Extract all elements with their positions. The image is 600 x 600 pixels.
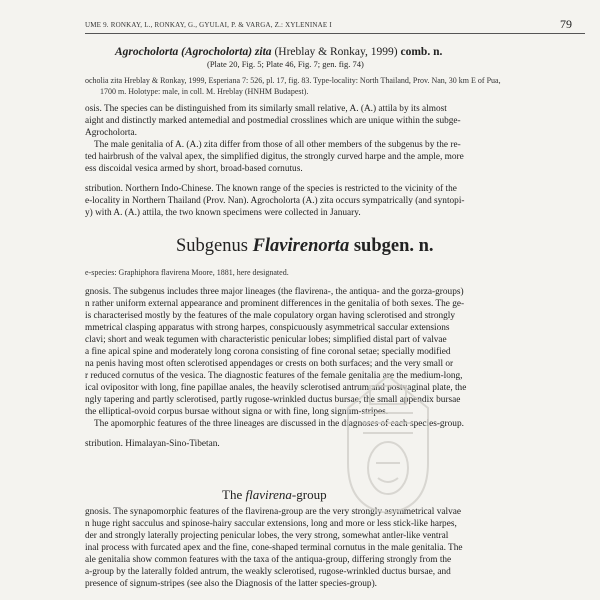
watermark-icon bbox=[318, 368, 458, 518]
plate-reference: (Plate 20, Fig. 5; Plate 46, Fig. 7; gen. fig. 74) bbox=[207, 59, 364, 69]
diagnosis-line: osis. The species can be distinguished from its similarly small relative, A. (A.) attila by its almost bbox=[85, 104, 447, 114]
distribution-line: e-locality in Northern Thailand (Prov. Nan). Agrocholorta (A.) zita occurs sympatrically (and syntopi- bbox=[85, 196, 465, 206]
subgenus-diagnosis-line: clavi; short and weak tegumen with characteristic penicular lobes; simplified distal part of valvae bbox=[85, 335, 447, 345]
group-diagnosis-line: n huge right sacculus and spinose-hairy saccular extensions, long and more or less stick-like harpes, bbox=[85, 519, 457, 529]
group-heading bbox=[222, 487, 327, 503]
group-diagnosis-line: ale genitalia show common features with the taxa of the antiqua-group, differing strongly from the bbox=[85, 555, 452, 565]
distribution-line: stribution. Northern Indo-Chinese. The known range of the species is restricted to the vicinity of the bbox=[85, 184, 457, 194]
species-name: Agrocholorta (Agrocholorta) zita bbox=[115, 46, 272, 58]
diagnosis-line: ted hairbrush of the valval apex, the simplified digitus, the strongly curved harpe and the ample, more bbox=[85, 152, 464, 162]
diagnosis-line: aight and distinctly marked antemedial and postmedial crosslines which are unique within the subge- bbox=[85, 116, 461, 126]
subgenus-diagnosis-line: mmetrical clasping apparatus with strong harpes, conspicuously asymmetrical saccular extensions bbox=[85, 323, 450, 333]
running-head: UME 9. RONKAY, L., RONKAY, G., GYULAI, P. & VARGA, Z.: XYLENINAE I bbox=[85, 21, 332, 29]
subgenus-distribution: stribution. Himalayan-Sino-Tibetan. bbox=[85, 439, 220, 449]
subgenus-diagnosis-line: a fine apical spine and moderately long corona consisting of fine coronal setae; specially modified bbox=[85, 347, 451, 357]
reference-line: ocholia zita Hreblay & Ronkay, 1999, Esperiana 7: 526, pl. 17, fig. 83. Type-locality: North Thailand, Prov. Nan, 30 km E of Pua, bbox=[85, 76, 501, 85]
subgenus-prefix: Subgenus bbox=[176, 236, 253, 256]
group-diagnosis-line: inal process with furcated apex and the fine, cone-shaped terminal cornutus in the male genitalia. The bbox=[85, 543, 463, 553]
diagnosis-line: The male genitalia of A. (A.) zita differ from those of all other members of the subgenus by the re- bbox=[94, 140, 461, 150]
subgenus-diagnosis-line: The apomorphic features of the three lineages are discussed in the diagnoses of each species-group. bbox=[94, 419, 464, 429]
header-rule bbox=[85, 33, 585, 34]
subgenus-diagnosis-line: the elliptical-ovoid corpus bursae without signa or with fine, long signum-stripes. bbox=[85, 407, 389, 417]
group-diagnosis-line: a-group by the laterally folded antrum, the weakly sclerotised, rugose-wrinkled ductus bursae, and bbox=[85, 567, 451, 577]
reference-line: 1700 m. Holotype: male, in coll. M. Hreblay (HNHM Budapest). bbox=[100, 87, 309, 96]
group-name: flavirena bbox=[245, 487, 292, 502]
subgenus-diagnosis-line: is characterised mostly by the features of the male copulatory organ having sclerotised and strongly bbox=[85, 311, 456, 321]
subgenus-diagnosis-line: r reduced cornutus of the vesica. The diagnostic features of the female genitalia are the medium-long, bbox=[85, 371, 463, 381]
subgenus-name: Flavirenorta bbox=[252, 236, 350, 256]
group-diagnosis-line: presence of signum-stripes (see also the Diagnosis of the latter species-group). bbox=[85, 579, 377, 589]
species-author: (Hreblay & Ronkay, 1999) bbox=[271, 46, 401, 58]
diagnosis-line: Agrocholorta. bbox=[85, 128, 137, 138]
subgenus-suffix: subgen. n. bbox=[349, 236, 434, 256]
subgenus-diagnosis-line: ical ovipositor with long, fine papillae anales, the heavily sclerotised antrum and postvaginal plate, the bbox=[85, 383, 467, 393]
type-species: e-species: Graphiphora flavirena Moore, 1881, here designated. bbox=[85, 268, 289, 277]
subgenus-diagnosis-line: na penis having most often sclerotised appendages or crests on both surfaces; and the very small or bbox=[85, 359, 454, 369]
page-number: 79 bbox=[560, 17, 572, 31]
subgenus-diagnosis-line: ngly tapering and partly sclerotised, partly rugose-wrinkled ductus bursae, the small appendix bursae bbox=[85, 395, 461, 405]
group-diagnosis-line: der and strongly laterally projecting penicular lobes, the very strong, somewhat antler-like ventral bbox=[85, 531, 449, 541]
distribution-line: y) with A. (A.) attila, the two known specimens were collected in January. bbox=[85, 208, 361, 218]
group-diagnosis-line: gnosis. The synapomorphic features of the flavirena-group are the very strongly asymmetrical valvae bbox=[85, 507, 461, 517]
subgenus-heading bbox=[176, 236, 434, 257]
species-title bbox=[115, 46, 442, 58]
group-suffix: -group bbox=[291, 487, 327, 502]
group-prefix: The bbox=[222, 487, 246, 502]
species-comb: comb. n. bbox=[400, 46, 443, 58]
diagnosis-line: ess discoidal vesica armed by short, broad-based cornutus. bbox=[85, 164, 303, 174]
subgenus-diagnosis-line: n rather uniform external appearance and prominent differences in the genitalia of both sexes. The ge- bbox=[85, 299, 465, 309]
subgenus-diagnosis-line: gnosis. The subgenus includes three major lineages (the flavirena-, the antiqua- and the gorza-groups) bbox=[85, 287, 464, 297]
